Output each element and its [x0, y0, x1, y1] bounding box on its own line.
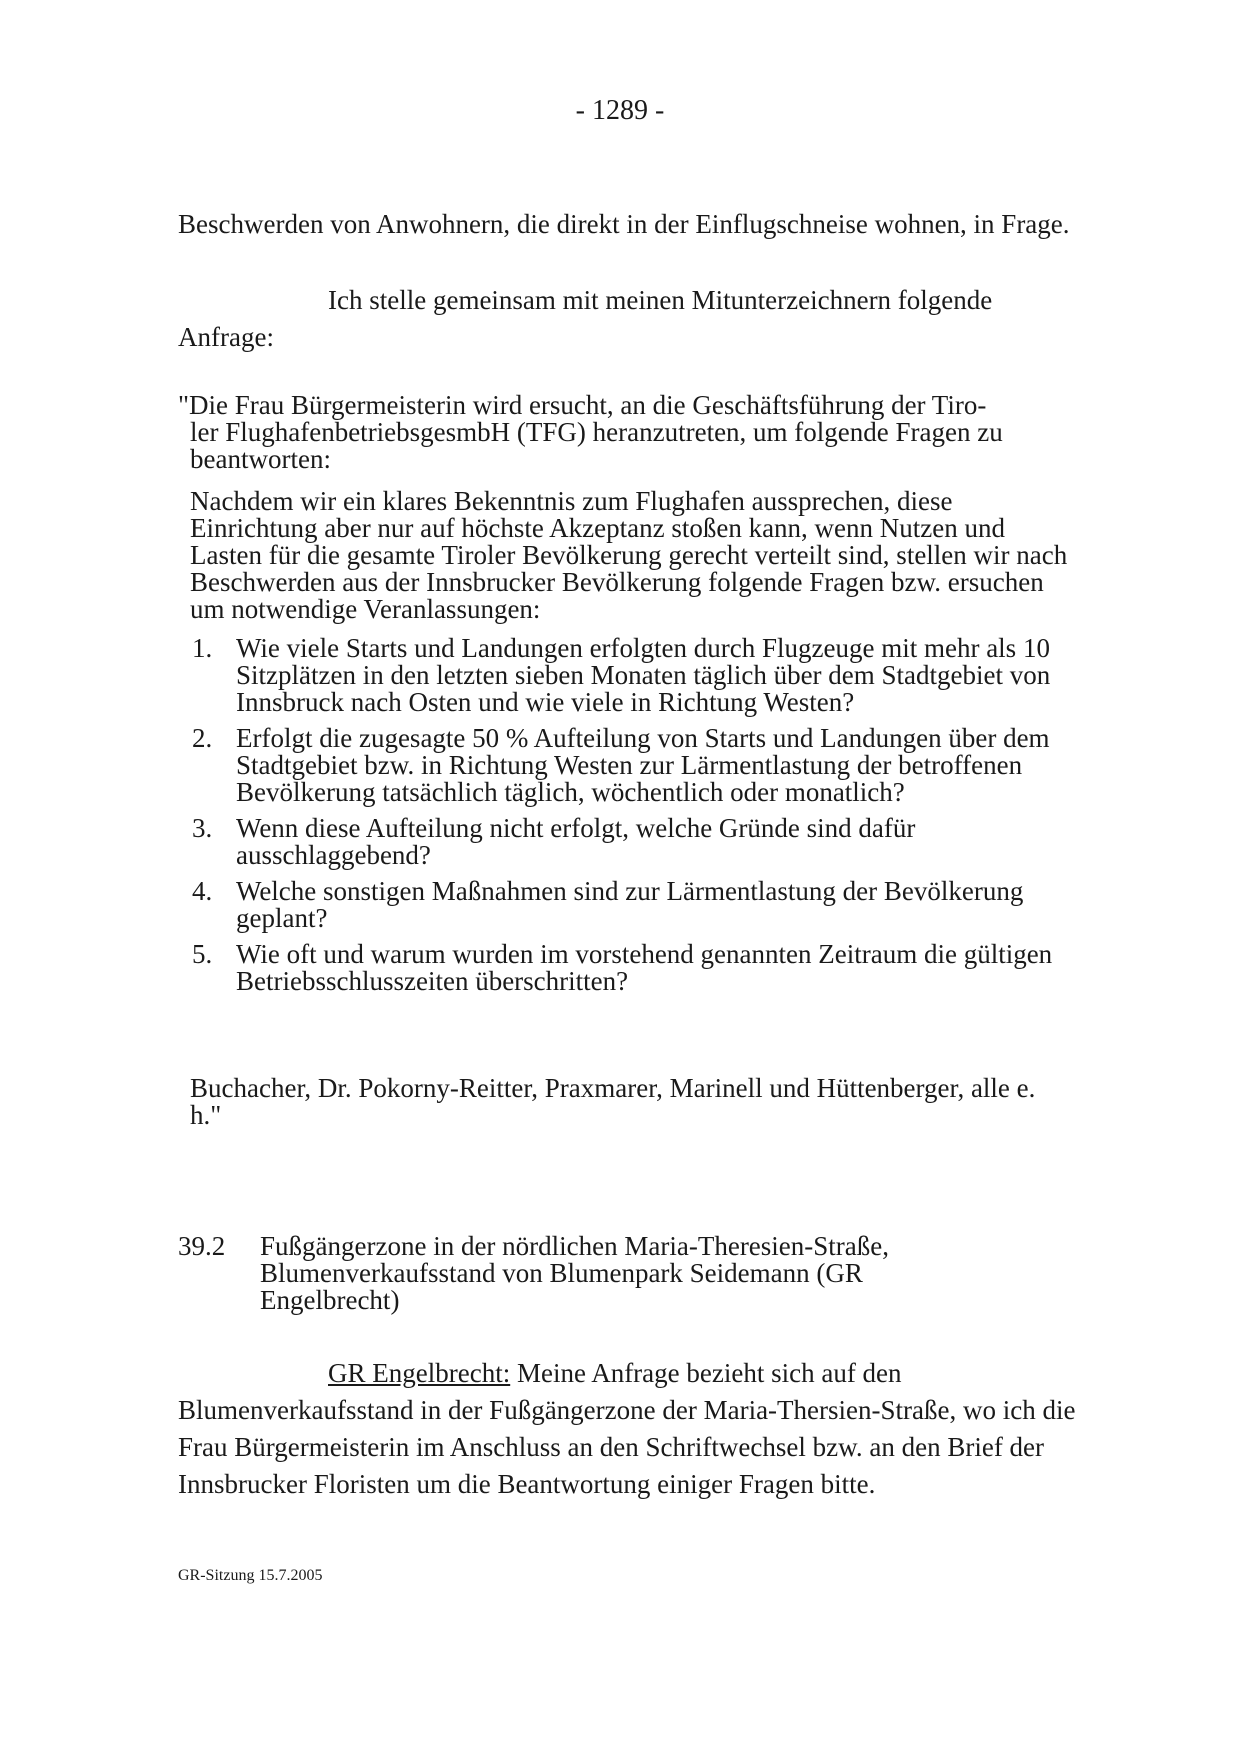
quote-intro-continuation: ler FlughafenbetriebsgesmbH (TFG) heranzutreten, um folgende Fragen zu beantworten: — [190, 417, 1003, 474]
speaker-statement: Meine Anfrage bezieht sich auf den Blumenverkaufsstand in der Fußgängerzone der Maria-Thersien-Straße, wo ich die Frau Bürgermeisterin im Anschluss an den Schriftwechsel bzw. an den Brief der Innsbrucker Floristen um die Beantwortung einiger Fragen bitte. — [178, 1358, 1076, 1499]
question-list — [192, 635, 1072, 1004]
list-item — [192, 725, 1072, 806]
list-item — [192, 941, 1072, 995]
question-text: Wenn diese Aufteilung nicht erfolgt, welche Gründe sind dafür ausschlaggebend? — [236, 813, 916, 870]
speaker-name: GR Engelbrecht: — [328, 1358, 511, 1388]
list-item — [192, 815, 1072, 869]
list-item — [192, 878, 1072, 932]
quote-intro — [178, 392, 1068, 473]
page-number: - 1289 - — [575, 95, 665, 126]
section-heading — [178, 1233, 978, 1314]
question-number: 2. — [192, 723, 213, 753]
request-intro-line: Ich stelle gemeinsam mit meinen Mitunterzeichnern folgende — [328, 285, 993, 315]
question-number: 5. — [192, 939, 213, 969]
question-text: Wie viele Starts und Landungen erfolgten durch Flugzeuge mit mehr als 10 Sitzplätzen in den letzten sieben Monaten täglich über dem Stadtgebiet von Innsbruck nach Osten und wie viele in Richtung Westen? — [236, 633, 1051, 717]
paragraph-complaints: Beschwerden von Anwohnern, die direkt in der Einflugschneise wohnen, in Frage. — [178, 209, 1070, 239]
question-number: 4. — [192, 876, 213, 906]
paragraph-engelbrecht — [178, 1355, 1078, 1503]
paragraph-request-intro — [178, 282, 1078, 356]
quote-intro-first-line: "Die Frau Bürgermeisterin wird ersucht, an die Geschäftsführung der Tiro- — [178, 390, 987, 420]
page-footer: GR-Sitzung 15.7.2005 — [178, 1567, 323, 1584]
question-number: 3. — [192, 813, 213, 843]
question-number: 1. — [192, 633, 213, 663]
question-text: Erfolgt die zugesagte 50 % Aufteilung von Starts und Landungen über dem Stadtgebiet bzw. in Richtung Westen zur Lärmentlastung der betroffenen Bevölkerung tatsächlich täglich, wöchentlich oder monatlich? — [236, 723, 1050, 807]
signatories: Buchacher, Dr. Pokorny-Reitter, Praxmarer, Marinell und Hüttenberger, alle e. h." — [190, 1073, 1036, 1130]
section-title: Fußgängerzone in der nördlichen Maria-Theresien-Straße, Blumenverkaufsstand von Blumenpark Seidemann (GR Engelbrecht) — [260, 1231, 890, 1315]
section-number: 39.2 — [178, 1231, 226, 1261]
question-text: Welche sonstigen Maßnahmen sind zur Lärmentlastung der Bevölkerung geplant? — [236, 876, 1024, 933]
request-label: Anfrage: — [178, 322, 274, 352]
question-text: Wie oft und warum wurden im vorstehend genannten Zeitraum die gültigen Betriebsschlusszeiten überschritten? — [236, 939, 1053, 996]
quote-lead-paragraph: Nachdem wir ein klares Bekenntnis zum Flughafen aussprechen, diese Einrichtung aber nur auf höchste Akzeptanz stoßen kann, wenn Nutzen und Lasten für die gesamte Tiroler Bevölkerung gerecht verteilt sind, stellen wir nach Beschwerden aus der Innsbrucker Bevölkerung folgende Fragen bzw. ersuchen um notwendige Veranlassungen: — [190, 486, 1068, 624]
list-item — [192, 635, 1072, 716]
